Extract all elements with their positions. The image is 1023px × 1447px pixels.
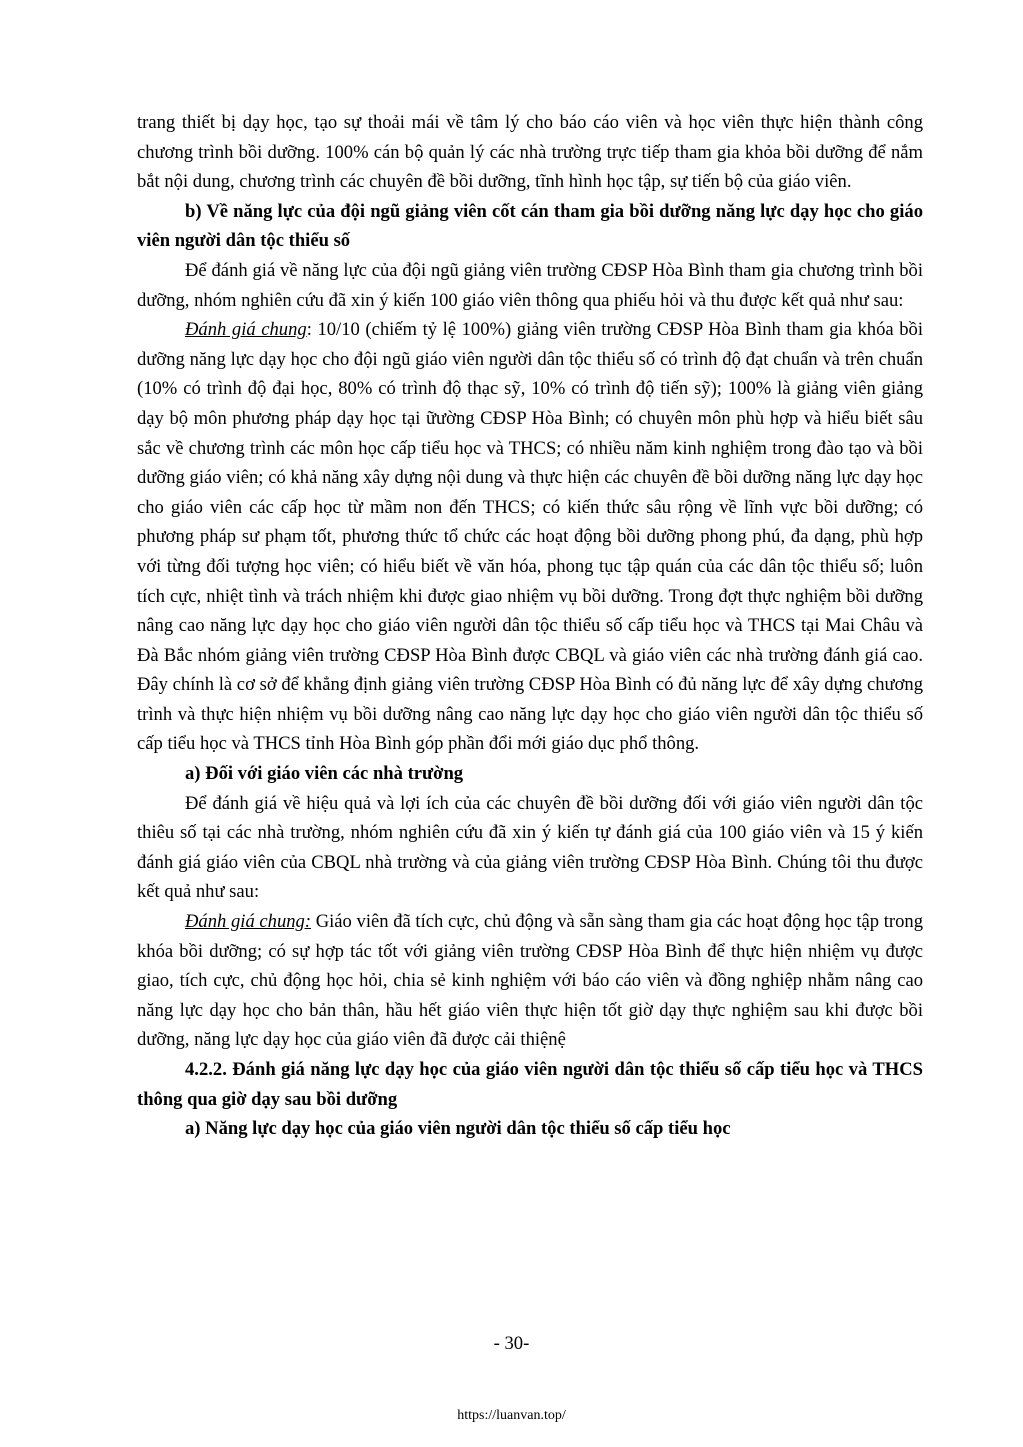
footer-url[interactable]: https://luanvan.top/ bbox=[457, 1408, 566, 1423]
heading-a-teachers: a) Đối với giáo viên các nhà trường bbox=[185, 763, 464, 785]
paragraph-general-assessment-2 bbox=[137, 907, 923, 1055]
lead-general-assessment-2: Đánh giá chung: bbox=[185, 911, 312, 933]
page-number: - 30- bbox=[493, 1333, 530, 1354]
heading-b-lecturer-capacity: b) Về năng lực của đội ngũ giảng viên cốt cán tham gia bồi dưỡng năng lực dạy học cho giáo viên người dân tộc thiểu số bbox=[137, 200, 923, 252]
document-body bbox=[137, 108, 923, 1144]
paragraph-general-assessment-1-text: : 10/10 (chiếm tỷ lệ 100%) giảng viên trường CĐSP Hòa Bình tham gia khóa bồi dưỡng năng lực dạy học cho đội ngũ giáo viên người dân tộc thiểu số có trình độ đạt chuẩn và trên chuẩn (10% có trình độ đại học, 80% có trình độ thạc sỹ, 10% có trình độ tiến sỹ); 100% là giảng viên giảng dạy bộ môn phương pháp dạy học tại ữường CĐSP Hòa Bình; có chuyên môn phù hợp và hiểu biết sâu sắc về chương trình các môn học cấp tiểu học và THCS; có nhiều năm kinh nghiệm trong đào tạo và bồi dưỡng giáo viên; có khả năng xây dựng nội dung và thực hiện các chuyên đề bồi dưỡng năng lực dạy học cho giáo viên các cấp học từ mầm non đến THCS; có kiến thức sâu rộng về lĩnh vực bồi dưỡng; có phương pháp sư phạm tốt, phương thức tổ chức các hoạt động bồi dưỡng phong phú, đa dạng, phù hợp với từng đối tượng học viên; có hiểu biết về văn hóa, phong tục tập quán của các dân tộc thiểu số; luôn tích cực, nhiệt tình và trách nhiệm khi được giao nhiệm vụ bồi dưỡng. Trong đợt thực nghiệm bồi dưỡng nâng cao năng lực dạy học cho giáo viên người dân tộc thiểu số cấp tiểu học và THCS tại Mai Châu và Đà Bắc nhóm giảng viên trường CĐSP Hòa Bình được CBQL và giáo viên các nhà trường đánh giá cao. Đây chính là cơ sở để khẳng định giảng viên trường CĐSP Hòa Bình có đủ năng lực để xây dựng chương trình và thực hiện nhiệm vụ bồi dưỡng nâng cao năng lực dạy học cho giáo viên người dân tộc thiểu số cấp tiểu học và THCS tỉnh Hòa Bình góp phần đổi mới giáo dục phổ thông. bbox=[137, 319, 923, 755]
lead-general-assessment: Đánh giá chung bbox=[185, 319, 307, 341]
paragraph-general-assessment-1 bbox=[137, 315, 923, 759]
paragraph-1: trang thiết bị dạy học, tạo sự thoải mái về tâm lý cho báo cáo viên và học viên thực hiện thành công chương trình bồi dưỡng. 100% cán bộ quản lý các nhà trường trực tiếp tham gia khỏa bồi dưỡng để nắm bắt nội dung, chương trình các chuyên đề bồi dưỡng, tĩnh hình học tập, sự tiến bộ của giáo viên. bbox=[137, 112, 923, 193]
paragraph-general-assessment-2-text: Giáo viên đã tích cực, chủ động và sẵn sàng tham gia các hoạt động học tập trong khóa bồi dưỡng; có sự hợp tác tốt với giảng viên trường CĐSP Hòa Bình để thực hiện nhiệm vụ được giao, tích cực, chủ động học hỏi, chia sẻ kinh nghiệm với báo cáo viên và đồng nghiệp nhằm nâng cao năng lực dạy học cho bản thân, hầu hết giáo viên thực hiện tốt giờ dạy thực nghiệm sau khi được bồi dưỡng, năng lực dạy học của giáo viên đã được cải thiệnệ bbox=[137, 911, 923, 1051]
heading-a-primary-capacity: a) Năng lực dạy học của giáo viên người dân tộc thiểu số cấp tiểu học bbox=[185, 1118, 731, 1140]
paragraph-6: Để đánh giá về hiệu quả và lợi ích của các chuyên đề bồi dưỡng đối với giáo viên người dân tộc thiêu số tại các nhà trường, nhóm nghiên cứu đã xin ý kiến tự đánh giá của 100 giáo viên và 15 ý kiến đánh giá giáo viên của CBQL nhà trường và của giảng viên trường CĐSP Hòa Bình. Chúng tôi thu được kết quả như sau: bbox=[137, 792, 923, 903]
paragraph-3: Để đánh giá về năng lực của đội ngũ giảng viên trường CĐSP Hòa Bình tham gia chương trình bồi dưỡng, nhóm nghiên cứu đã xin ý kiến 100 giáo viên thông qua phiếu hỏi và thu được kết quả như sau: bbox=[137, 259, 923, 311]
heading-4-2-2: 4.2.2. Đánh giá năng lực dạy học của giáo viên người dân tộc thiểu số cấp tiểu học và THCS thông qua giờ dạy sau bồi dưỡng bbox=[137, 1059, 923, 1110]
